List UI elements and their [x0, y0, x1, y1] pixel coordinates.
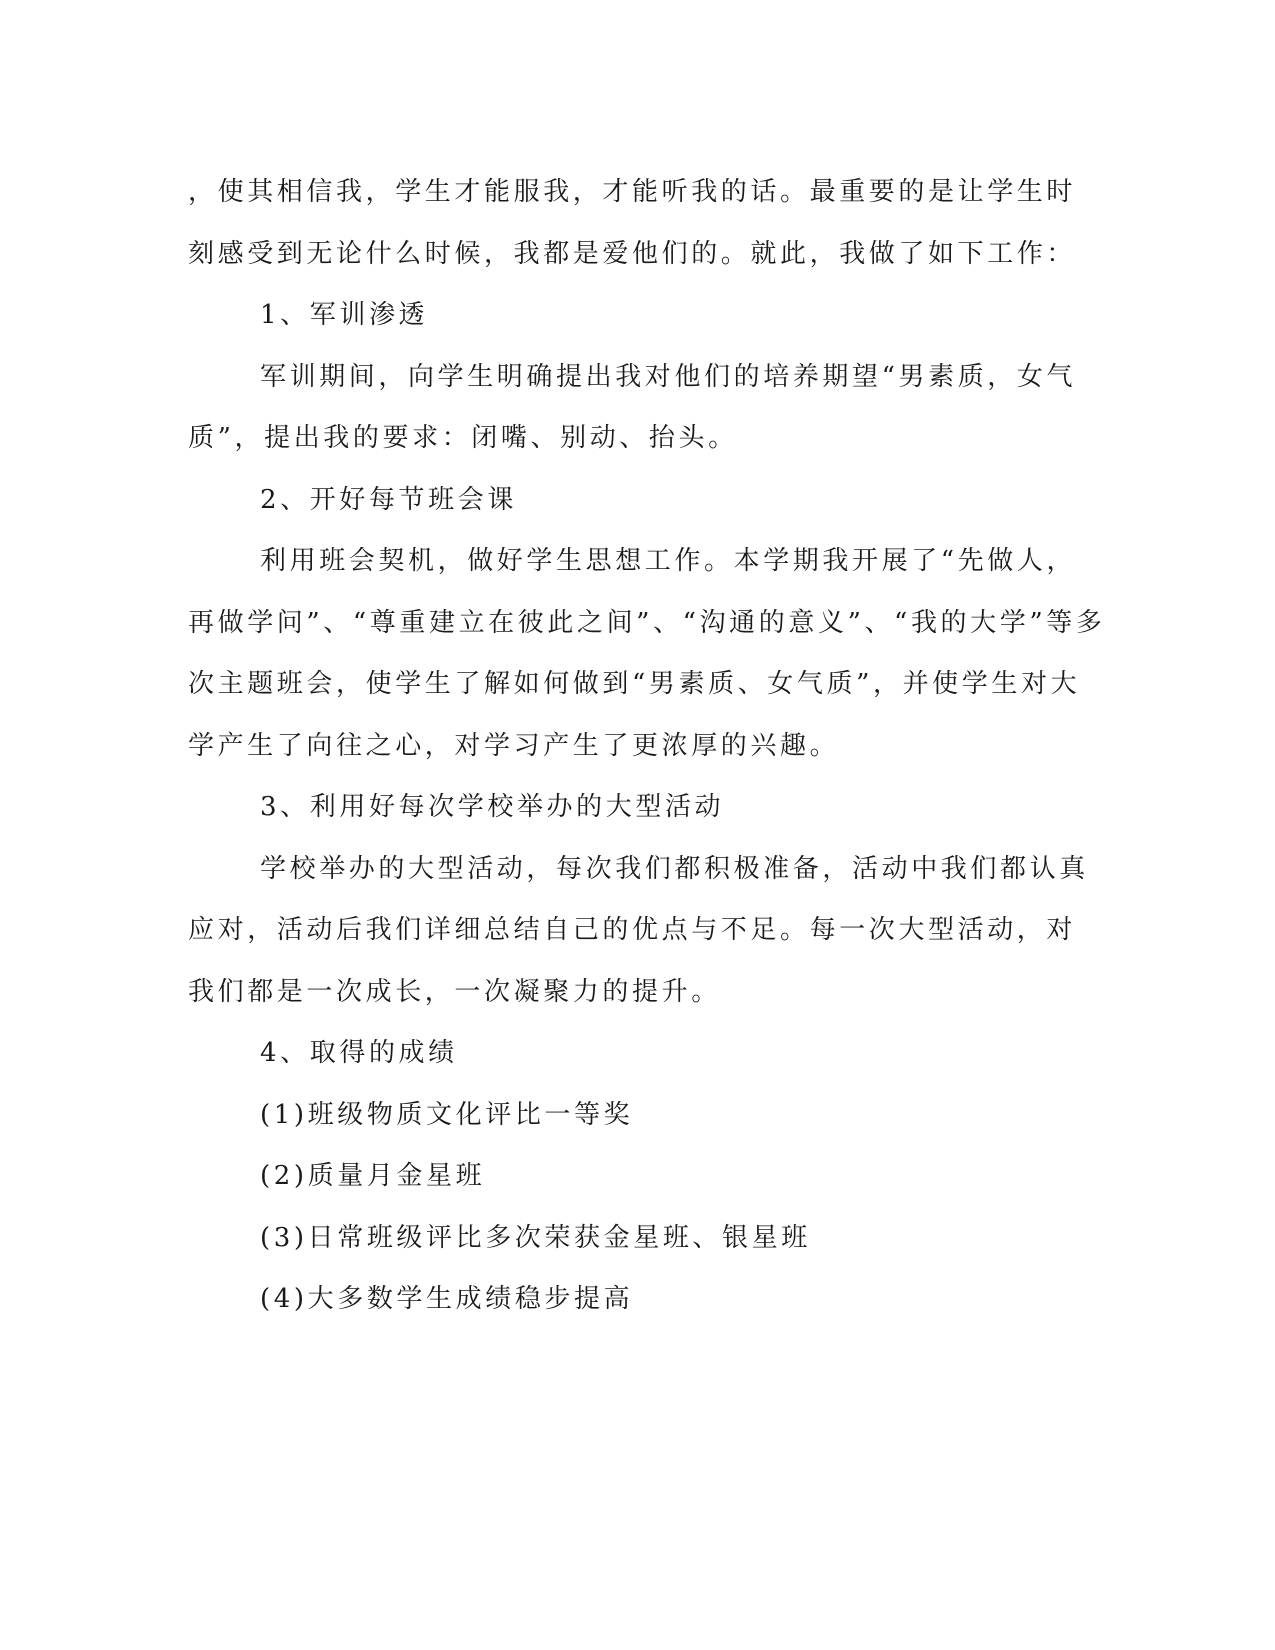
section-heading-1: 1、军训渗透	[260, 300, 429, 330]
list-item-2: (2)质量月金星班	[260, 1161, 486, 1191]
text-line-1: ，使其相信我，学生才能服我，才能听我的话。最重要的是让学生时	[188, 177, 1077, 207]
text-line-9: 次主题班会，使学生了解如何做到“男素质、女气质”，并使学生对大	[188, 669, 1081, 699]
document-body	[188, 162, 1106, 1331]
text-line-8: 再做学问”、“尊重建立在彼此之间”、“沟通的意义”、“我的大学”等多	[188, 607, 1106, 638]
text-line-5: 质”，提出我的要求：闭嘴、别动、抬头。	[188, 423, 738, 453]
text-line-12: 学校举办的大型活动，每次我们都积极准备，活动中我们都认真	[260, 853, 1089, 884]
list-item-3: (3)日常班级评比多次荣获金星班、银星班	[260, 1222, 811, 1253]
list-item-1: (1)班级物质文化评比一等奖	[260, 1099, 634, 1130]
text-line-10: 学产生了向往之心，对学习产生了更浓厚的兴趣。	[188, 730, 840, 761]
section-heading-4: 4、取得的成绩	[260, 1038, 458, 1068]
section-heading-3: 3、利用好每次学校举办的大型活动	[260, 792, 725, 822]
section-heading-2: 2、开好每节班会课	[260, 484, 517, 515]
list-item-4: (4)大多数学生成绩稳步提高	[260, 1284, 634, 1314]
text-line-13: 应对，活动后我们详细总结自己的优点与不足。每一次大型活动，对	[188, 915, 1077, 945]
text-line-2: 刻感受到无论什么时候，我都是爱他们的。就此，我做了如下工作：	[188, 238, 1077, 269]
text-line-7: 利用班会契机，做好学生思想工作。本学期我开展了“先做人，	[260, 546, 1077, 576]
text-line-4: 军训期间，向学生明确提出我对他们的培养期望“男素质，女气	[260, 361, 1077, 392]
text-line-14: 我们都是一次成长，一次凝聚力的提升。	[188, 976, 721, 1007]
